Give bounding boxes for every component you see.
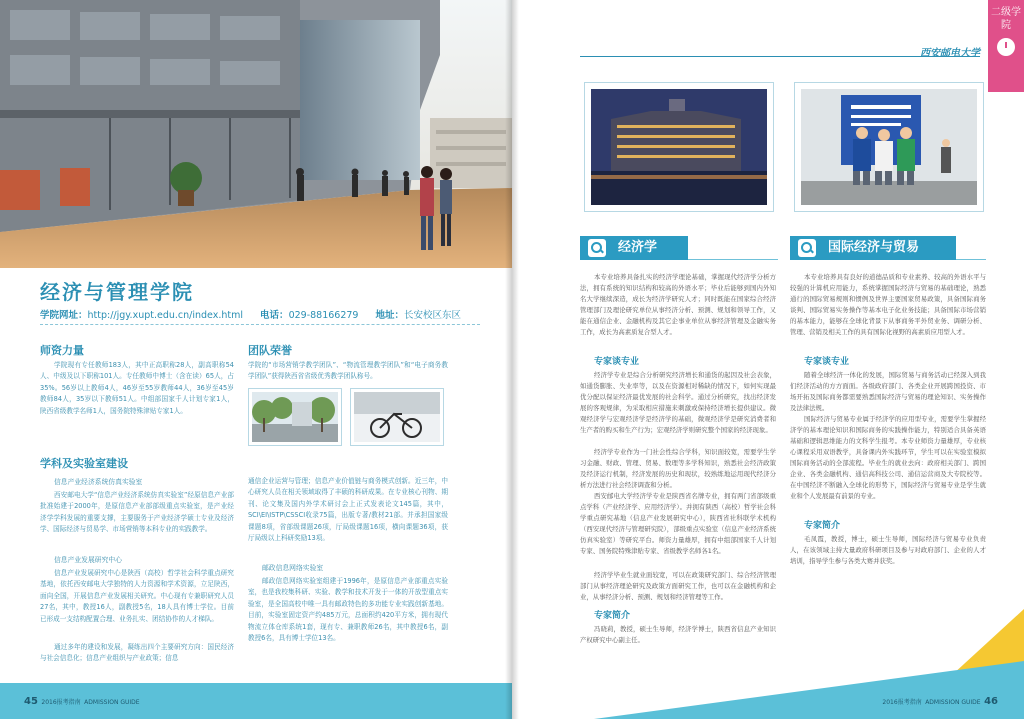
website-link[interactable]: http://jgy.xupt.edu.cn/index.html: [87, 310, 244, 321]
economics-expert-text-4: 经济学毕业生就业面较宽，可以在政策研究部门、综合经济管理部门从事经济理论研究及政策方面研究工作，也可以在金融机构和企业，从事经济分析、预测、规划和经济管理等工作。: [580, 571, 776, 601]
intl-trade-intro: 本专业培养具有良好的道德品质和专业素养、较高的外语水平与较强的计算机应用能力，系统掌握国际经济与贸易的基础理论，熟悉通行的国际贸易规则和惯例及世界主要国家贸易政策，具备国际商务谈判、国际贸易实务操作等基本电子化业务技能；具备国际市场营销的基本能力，能够在全球化背景下从事商务平外贸业务、调研分析、管理、营销及相关工作的具有国际化视野的高素质应用型人才。: [790, 273, 986, 336]
book-spine-shadow: [505, 0, 519, 719]
phone-label: 电话：: [260, 310, 289, 321]
intl-trade-bio-text: 毛凤霞，教授，博士，硕士生导师，国际经济与贸易专业负责人，在该领域主持大量政府科研项目及参与对政府部门、企业的人才培训，指导学生参与各类大赛并获奖。: [790, 535, 986, 565]
college-info: [40, 307, 461, 321]
lab-sub-research-center: 信息产业发展研究中心: [54, 556, 122, 564]
page-number-right: [882, 696, 998, 707]
economics-expert-text-2: 经济学专业作为一门社会性综合学科，知识面较宽，需要学生学习金融、财政、管理、贸易、数理等多学科知识，熟悉社会经济政策及经济运行机制，经济发展的历史和现状，较熟练地运用现代经济分析方法进行社会经济调查和分析。: [580, 448, 776, 489]
footer-guide-label: ADMISSION GUIDE: [925, 699, 981, 706]
economics-bio-heading: 专家简介: [594, 611, 631, 621]
night-building-photo: [584, 82, 774, 212]
faculty-heading: 师资力量: [40, 344, 84, 357]
economics-tag-rule: [688, 259, 778, 260]
bicycle-snow-photo: [350, 388, 444, 446]
footer-year-label: 2016报考指南: [882, 699, 922, 706]
intl-trade-expert-text-2: 国际经济与贸易专业属于经济学的应用型专业，需要学生掌握经济学的基本理论知识和国际商务的实践操作能力，特别适合具备英语基础和逻辑思维能力的文科学生报考。本专业师资力量雄厚，专业核心课程采用双语教学，具备课内外实践环节，学生可以在实验室模拟国际商务活动的全部流程。毕业生的就业去向：政府相关部门、跨国企业、各类金融机构、通信高科技公司、通信运营商及大专院校等。在中国经济不断融入全球化的形势下，国际经济与贸易专业是学生就业和个人发展最有前景的专业。: [790, 415, 986, 500]
search-icon: [588, 239, 606, 257]
lab-sub-postal: 邮政信息网络实验室: [262, 564, 324, 572]
search-icon: [798, 239, 816, 257]
section-tab-label: 二级学院: [991, 7, 1021, 31]
lab-sub-simulation: 信息产业经济系统仿真实验室: [54, 478, 143, 486]
page-number: 45: [24, 696, 38, 707]
lab-text-directions: 通过多年的建设和发展，凝练出四个主要研究方向：国民经济与社会信息化；信息产业组织与产业政策；信息: [40, 643, 234, 663]
clock-icon: [997, 38, 1015, 56]
lab-text-achievements: 通信企业运营与管理；信息产业价值链与商务模式创新。近三年，中心研究人员在相关领域取得了丰硕的科研成果。在专业核心刊物、期刊、论文集及国内外学术研讨会上正式发表论文145篇，其中，SCI\EI\ISTP\CSSCI收录75篇，出版专著/教材21部。并承担国家级课题8项，省部级课题26项，厅局级课题16项，横向课题36项，获厅局级以上科研奖励13项。: [248, 477, 448, 543]
phone-value: 029-88166279: [288, 310, 359, 321]
intl-trade-tag-label: 国际经济与贸易: [828, 240, 920, 255]
economics-tag: [580, 236, 688, 260]
footer-year-label: 2016报考指南: [41, 699, 81, 706]
campus-trees-photo: [248, 388, 342, 446]
website-label: 学院网址：: [40, 310, 88, 321]
section-tab[interactable]: [988, 0, 1024, 92]
faculty-text: 学院现有专任教师183人，其中正高职称28人，副高职称54人、中级及以下职称101人。专任教师中博士（含在读）65人，占35%。56岁以上教师4人，46岁至55岁教师44人，36岁至45岁教师84人，35岁以下教师51人。中组部国家千人计划专家1人，陕西省级教学名师1人，国务院特殊津贴专家1人。: [40, 361, 234, 415]
lab-text-simulation: 西安邮电大学“信息产业经济系统仿真实验室”经原信息产业部批准始建于2000年，是原信息产业部部级重点实验室，是产业经济学学科发展的重要支撑，主要服务于产业经济学硕士专业及经济学、国际经济与贸易学、市场营销等本科专业的实践教学。: [40, 491, 234, 534]
award-ceremony-photo: [794, 82, 984, 212]
footer-guide-label: ADMISSION GUIDE: [84, 699, 140, 706]
intl-trade-tag: [790, 236, 956, 260]
dashed-divider: [40, 324, 480, 325]
intl-trade-expert-heading: 专家谈专业: [804, 357, 850, 367]
honor-text: 学院的“市场营销学教学团队”、“物流管理教学团队”和“电子商务教学团队”获得陕西省省级优秀教学团队称号。: [248, 361, 448, 381]
lab-heading: 学科及实验室建设: [40, 457, 128, 470]
right-page: [512, 0, 1024, 719]
page-number: 46: [984, 696, 998, 707]
economics-bio-text: 冯晓莉，教授，硕士生导师，经济学博士，陕西省信息产业知识产权研究中心副主任。: [580, 625, 776, 644]
campus-building-photo: [0, 0, 512, 268]
address-value: 长安校区东区: [404, 310, 462, 321]
header-rule: [580, 56, 980, 57]
lab-text-postal: 邮政信息网络实验室组建于1996年，是原信息产业部重点实验室，也是我校集科研、实验、教学和技术开发于一体的开放型重点实验室，是全国高校中唯一具有邮政特色的多功能专业实践创新基地。目前，实验室固定资产约485万元，总面积约420平方米，拥有现代物流立体仓库系统1套，现有专、兼职教师26名，其中教授6名，副教授6名，具有博士学位13名。: [248, 577, 448, 643]
economics-intro: 本专业培养具备扎实的经济学理论基础，掌握现代经济学分析方法，拥有系统的知识结构和较高的外语水平；毕业后能够到国内外知名大学继续深造，成长为经济学研究人才；同时既能在国家综合经济管理部门及理论研究单位从事经济分析、预测、规划和领导工作，又能在通信企业、金融机构及其它企事业单位从事经济管理及金融实务工作，成长为高素质复合型人才。: [580, 273, 776, 336]
intl-trade-expert-text-1: 随着全球经济一体化的发展，国际贸易与商务活动已经深入到我们经济活动的方方面面。各级政府部门、各类企业开展跨国投资、市场开拓及国际商务都需要熟悉国际经济与贸易的理论知识、实务操作及法律法规。: [790, 371, 986, 412]
college-title: 经济与管理学院: [40, 280, 194, 304]
honor-heading: 团队荣誉: [248, 344, 292, 357]
intl-trade-tag-rule: [956, 259, 986, 260]
address-label: 地址：: [375, 310, 405, 321]
intl-trade-bio-heading: 专家简介: [804, 521, 841, 531]
page-number-left: [24, 696, 140, 707]
economics-expert-text-3: 西安邮电大学经济学专业是陕西省名牌专业，拥有两门省部级重点学科（产业经济学、应用经济学）。并拥有陕西（高校）哲学社会科学重点研究基地（信息产业发展研究中心），陕西省社科联学术机构（西安现代经济与管理研究院），部级重点实验室（信息产业经济系统仿真实验室）等研究平台。师资力量雄厚，拥有中组部国家千人计划专家、国务院特殊津贴专家、省级教学名师各1名。: [580, 492, 776, 555]
decor-blue-band: [594, 661, 1024, 719]
economics-expert-text-1: 经济学专业是综合分析研究经济增长和通货的起因及社会表象，如通货膨胀、失业率等，以及在资源相对稀缺的情况下，如何实现最优分配以保证经济最优发展的社会科学。通过分析研究，找出经济发展的客观规律，为采取相应措施来刺激或保持经济增长提供建议。微观经济学与宏观经济学是经济学的基础，微观经济学是研究消费者和生产者的购买和生产行为；宏观经济学则研究整个国家的经济现象。: [580, 371, 776, 434]
university-name: 西安邮电大学: [920, 48, 980, 59]
economics-expert-heading: 专家谈专业: [594, 357, 640, 367]
economics-tag-label: 经济学: [618, 240, 658, 255]
lab-text-research-center: 信息产业发展研究中心是陕西（高校）哲学社会科学重点研究基地，依托西安邮电大学独特的人力资源和学术资源，立足陕西，面向全国，开展信息产业发展相关研究。中心现有专兼职研究人员27名，其中，教授16人，副教授5名，18人具有博士学位。目前已形成一支结构配置合理、业务扎实、团结协作的人才梯队。: [40, 569, 234, 623]
